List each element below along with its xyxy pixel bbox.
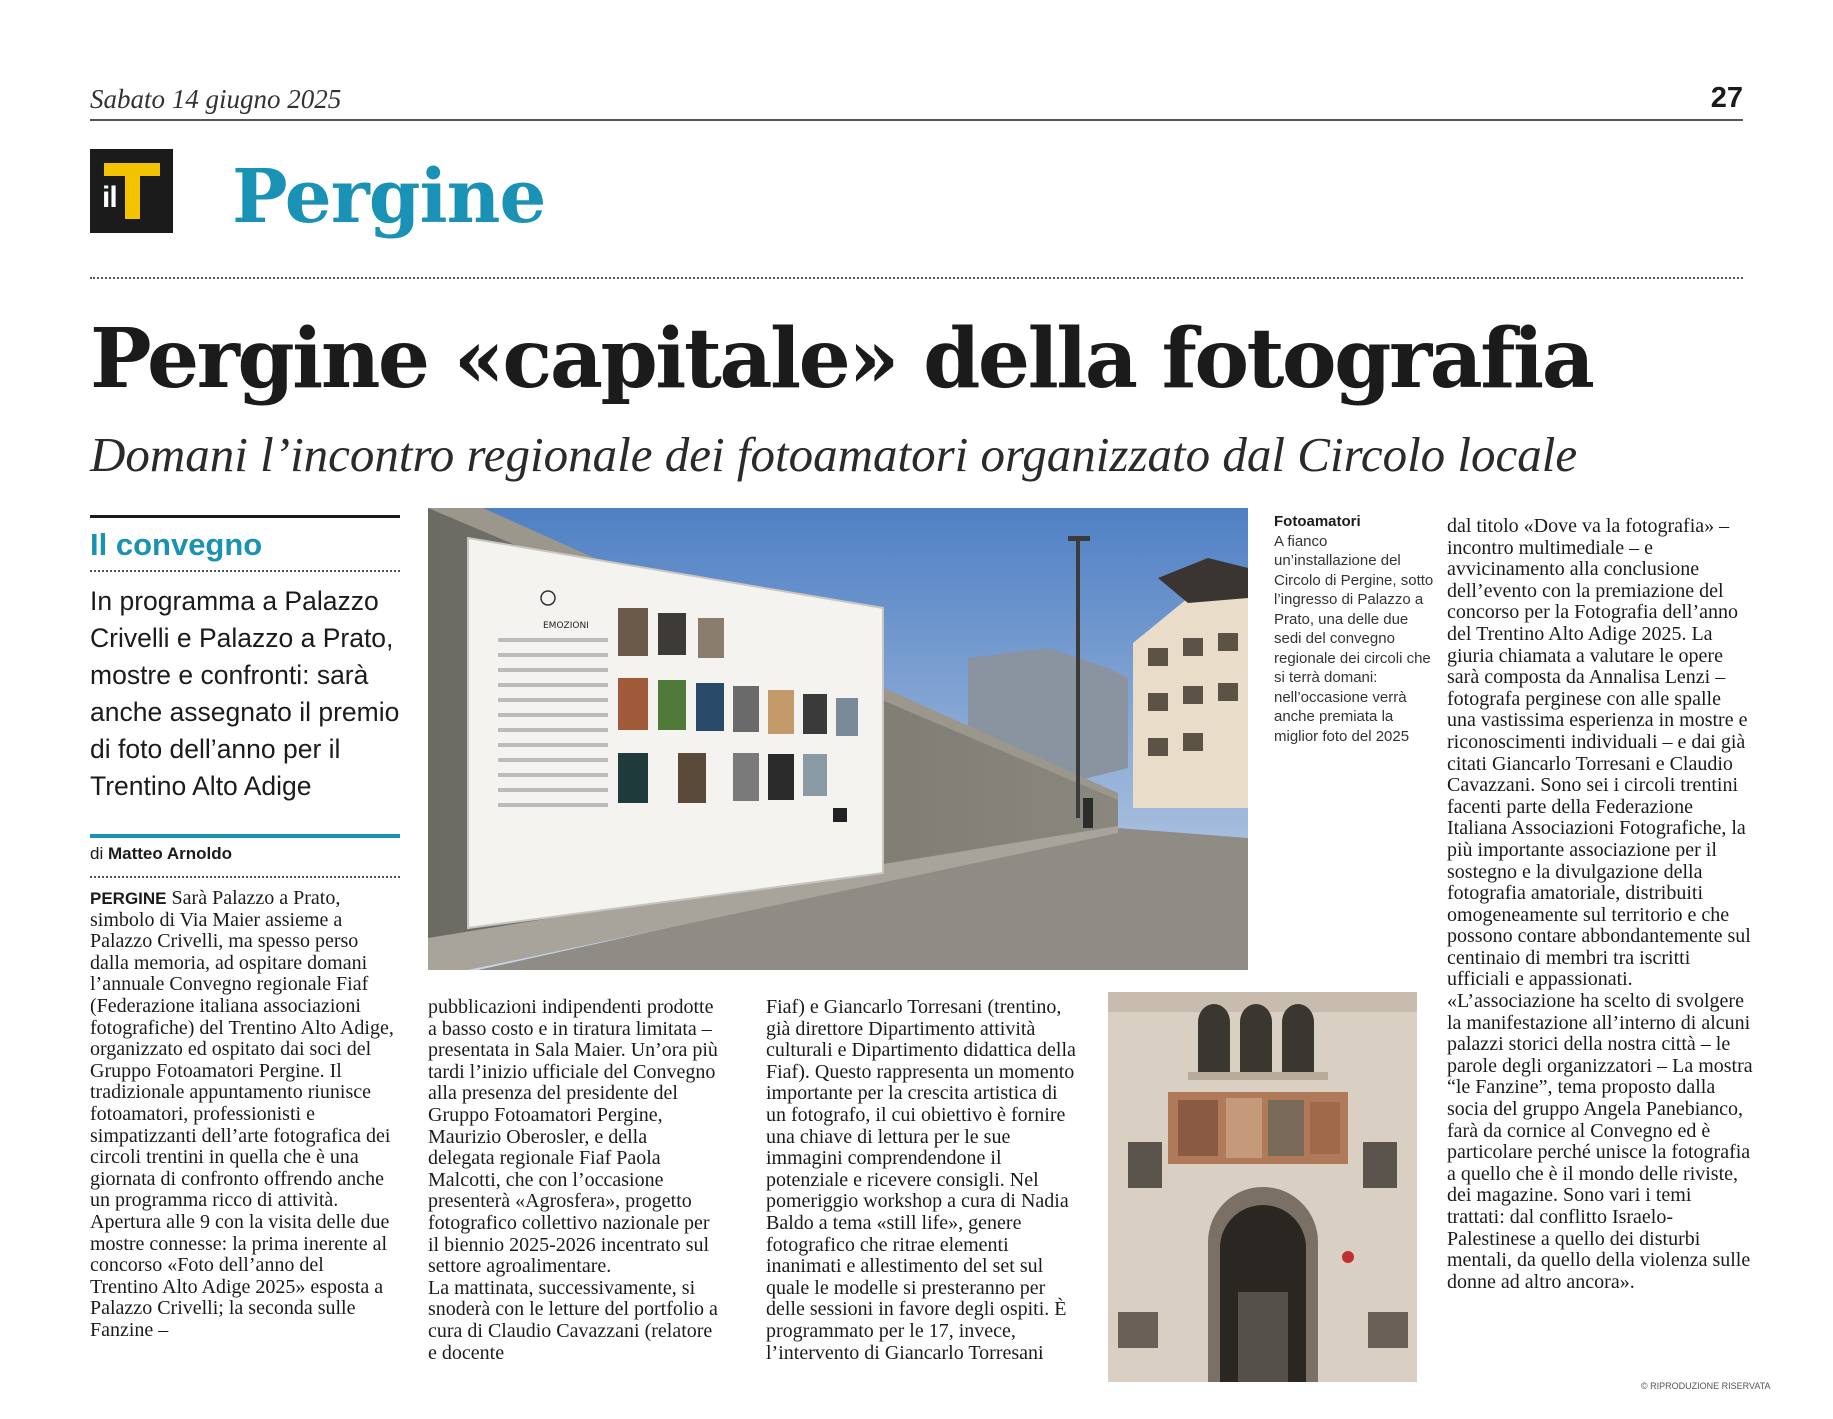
body-paragraph: dal titolo «Dove va la fotografia» – incontro multimediale – e avvicinamento alla conclusione dell’evento con la premiazione del concorso per la Fotografia dell’anno del Trentino Alto Adige 2025. La giuria chiamata a valutare le opere sarà composta da Annalisa Lenzi – fotografa perginese con alle spalle una vastissima esperienza in mostre e riconoscimenti individuali – e dai già citati Giancarlo Torresani e Claudio Cavazzani. Sono sei i circoli trentini facenti parte della Federazione Italiana Associazioni Fotografiche, la più importante associazione per il sostegno e la divulgazione della fotografia amatoriale, distribuiti omogeneamente sul territorio e che possono contare abbondantemente sul centinaio di membri tra iscritti ufficiali e appassionati. «L’associazione ha scelto di svolgere la manifestazione all’interno di alcuni palazzi storici della nostra città – le parole degli organizzatori – La mostra “le Fanzine”, tema proposto dalla socia del gruppo Angela Panebianco, farà da cornice al Convegno ed è particolare perché unisce la fotografia a quello che è il mondo delle riviste, dei magazine. Sono vari i temi trattati: dal conflitto Israelo-Palestinese a quello dei disturbi mentali, da quello della violenza sulle donne ad altro ancora». [1447, 515, 1753, 1293]
body-paragraph: La mattinata, successivamente, si snoderà con le letture del portfolio a cura di Claudio Cavazzani (relatore e docente [428, 1276, 718, 1364]
article-column-3 [766, 997, 1076, 1364]
caption-title: Fotoamatori [1274, 513, 1361, 530]
banner-title: EMOZIONI [543, 621, 589, 631]
photo-installation-wall [428, 508, 1248, 970]
article-headline: Pergine «capitale» della fotografia [90, 311, 1593, 407]
sidebar-title: Il convegno [90, 527, 263, 562]
body-paragraph: Sarà Palazzo a Prato, simbolo di Via Maier assieme a Palazzo Crivelli, ma spesso perso dalla memoria, ad ospitare domani l’annuale Convegno regionale Fiaf (Federazione italiana associazioni fotografiche) del Trentino Alto Adige, organizzato ed ospitato dai soci del Gruppo Fotoamatori Pergine. Il tradizionale appuntamento riunisce fotoamatori, professionisti e simpatizzanti dell’arte fotografica dei circoli trentini in quella che è una giornata di confronto offrendo anche un programma ricco di attività. [90, 887, 394, 1212]
newspaper-logo [90, 149, 173, 233]
author-name: Matteo Arnoldo [107, 844, 232, 863]
article-column-2 [428, 997, 718, 1364]
section-divider [90, 277, 1743, 279]
sidebar-top-divider [90, 515, 400, 518]
article-subheadline: Domani l’incontro regionale dei fotoamatori organizzato dal Circolo locale [90, 427, 1578, 482]
sidebar-divider [90, 570, 400, 572]
article-column-1 [90, 888, 396, 1341]
body-paragraph: Fiaf) e Giancarlo Torresani (trentino, già direttore Dipartimento attività culturali e Dipartimento didattica della Fiaf). Questo rappresenta un momento importante per la crescita artistica di un fotografo, il cui obiettivo è fornire una chiave di lettura per le sue immagini comprendendone il potenziale e ricevere consigli. Nel pomeriggio workshop a cura di Nadia Baldo a tema «still life», genere fotografico che ritrae elementi inanimati e allestimento del set sul quale le modelle si presteranno per delle sessioni in favore degli ospiti. È programmato per le 17, invece, l’intervento di Giancarlo Torresani [766, 996, 1076, 1364]
page-number: 27 [1710, 82, 1743, 114]
body-paragraph: Apertura alle 9 con la visita delle due mostre connesse: la prima inerente al concorso «Foto dell’anno del Trentino Alto Adige 2025» esposta a Palazzo Crivelli; la seconda sulle Fanzine – [90, 1210, 390, 1341]
byline [90, 844, 232, 864]
byline-divider [90, 876, 400, 878]
sidebar-text: In programma a Palazzo Crivelli e Palazzo a Prato, mostre e confronti: sarà anche assegnato il premio di foto dell’anno per il Trentino Alto Adige [90, 586, 400, 801]
issue-date: Sabato 14 giugno 2025 [90, 84, 342, 114]
body-paragraph: pubblicazioni indipendenti prodotte a basso costo e in tiratura limitata – presentata in Sala Maier. Un’ora più tardi l’inizio ufficiale del Convegno alla presenza del presidente del Gruppo Fotoamatori Pergine, Maurizio Oberosler, e della delegata regionale Fiaf Paola Malcotti, che con l’occasione presenterà «Agrosfera», progetto fotografico collettivo nazionale per il biennio 2025-2026 incentrato sul settore agroalimentare. [428, 996, 718, 1278]
article-column-4 [1447, 516, 1753, 1293]
copyright-notice: © RIPRODUZIONE RISERVATA [1641, 1381, 1771, 1391]
dateline: PERGINE [90, 889, 167, 908]
byline-prefix: di [90, 844, 104, 863]
caption-text: A fianco un’installazione del Circolo di Pergine, sotto l’ingresso di Palazzo a Prato, una delle due sedi del convegno regionale dei circoli che si terrà domani: nell’occasione verrà anche premiata la miglior foto del 2025 [1274, 532, 1434, 745]
header-divider [90, 119, 1743, 121]
logo-label: il [102, 181, 117, 214]
photo-palazzo-entrance [1108, 992, 1417, 1382]
photo-caption [1274, 512, 1434, 746]
sidebar-accent-divider [90, 834, 400, 838]
section-title: Pergine [232, 154, 546, 240]
